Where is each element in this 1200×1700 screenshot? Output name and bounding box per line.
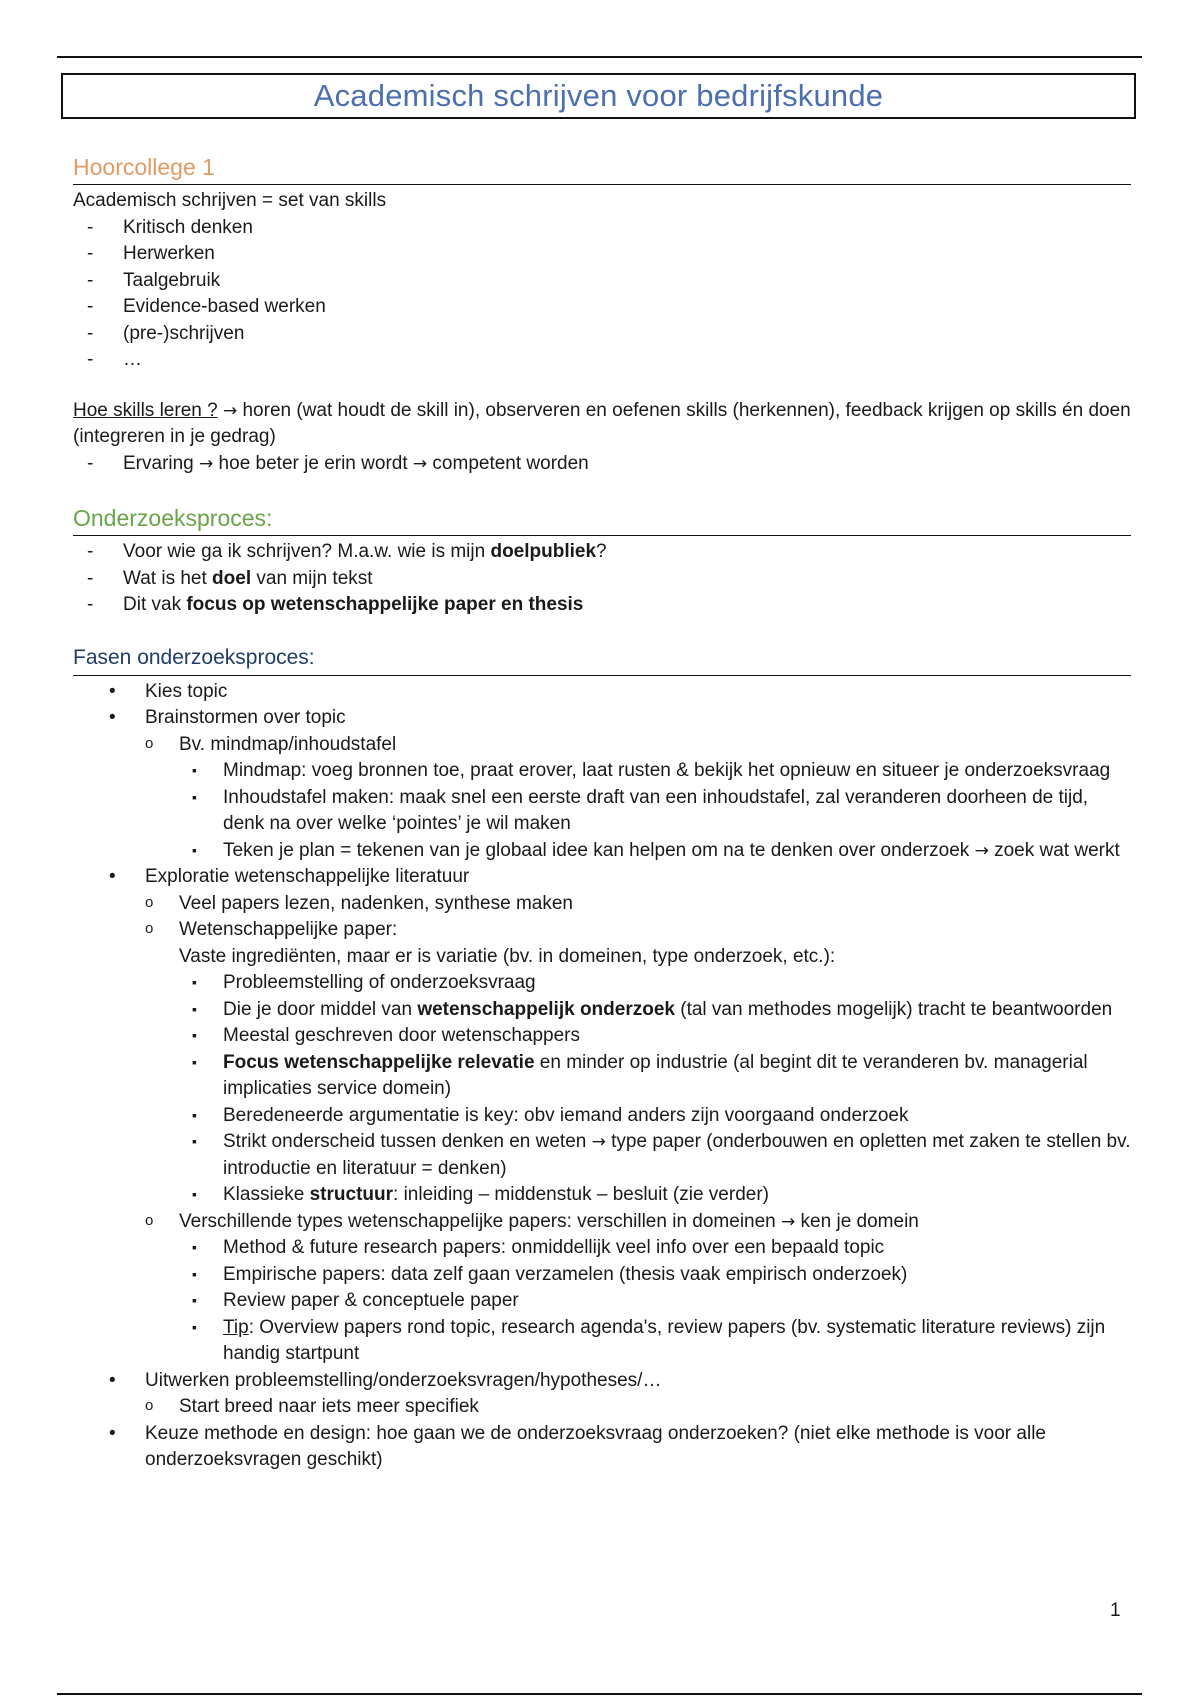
list-item: ▪ Beredeneerde argumentatie is key: obv iemand anders zijn voorgaand onderzoek bbox=[223, 1103, 1131, 1130]
list-item: o Bv. mindmap/inhoudstafel ▪ Mindmap: voeg bronnen toe, praat erover, laat rusten & bekijk het opnieuw en situeer je onderzoeksvraag ▪ Inhoudstafel maken: maak snel een eerste draft van een inhoudstafel, zal veranderen doorheen de tijd, denk na over welke ‘pointes’ je wil maken ▪ Teken je plan = tekenen van je globaal idee kan helpen om na te denken over onderzoek → zoek wat werkt bbox=[179, 732, 1131, 865]
arrow-right-icon: → bbox=[412, 453, 428, 474]
list-item: ▪ Teken je plan = tekenen van je globaal idee kan helpen om na te denken over onderzoek → zoek wat werkt bbox=[223, 838, 1131, 865]
arrow-right-icon: → bbox=[974, 840, 989, 861]
list-item: • Exploratie wetenschappelijke literatuur o Veel papers lezen, nadenken, synthese maken o Wetenschappelijke paper: Vaste ingrediënten, maar er is variatie (bv. in domeinen, type onderzoek, etc.): ▪ Probleemstelling of onderzoeksvraag ▪ Die je door middel van wetenschappelijk onderzoek (tal van methodes mogelijk) tracht te beantwoorden ▪ Meestal geschreven door wetenschappers ▪ Focus wetenschappelijke relevatie en minder op industrie (al begint dit te veranderen bv. managerial implicaties service domein) ▪ Beredeneerde argumentatie is key: obv iemand anders zijn voorgaand onderzoek ▪ Strikt onderscheid tussen denken en weten → type paper (onderbouwen en opletten met zaken te stellen bv. introductie en literatuur = denken) ▪ Klassieke structuur: inleiding – middenstuk – besluit (zie verder) o Verschillende types wetenschappelijke papers: verschillen in domeinen → ken je domein ▪ Method & future research papers: onmiddellijk veel info over een bepaald topic ▪ Empirische papers: data zelf gaan verzamelen (thesis vaak empirisch onderzoek) ▪ Review paper & conceptuele paper ▪ Tip: Overview papers rond topic, research agenda's, review papers (bv. systematic literature reviews) zijn handig startpunt bbox=[145, 864, 1131, 1368]
onderzoeksproces-list bbox=[73, 539, 1131, 619]
list-item: • Brainstormen over topic o Bv. mindmap/inhoudstafel ▪ Mindmap: voeg bronnen toe, praat erover, laat rusten & bekijk het opnieuw en situeer je onderzoeksvraag ▪ Inhoudstafel maken: maak snel een eerste draft van een inhoudstafel, zal veranderen doorheen de tijd, denk na over welke ‘pointes’ je wil maken ▪ Teken je plan = tekenen van je globaal idee kan helpen om na te denken over onderzoek → zoek wat werkt bbox=[145, 705, 1131, 864]
page-content bbox=[73, 152, 1131, 1474]
footer-rule bbox=[57, 1693, 1142, 1695]
how-skills-paragraph bbox=[73, 398, 1131, 451]
list-item: - Voor wie ga ik schrijven? M.a.w. wie is mijn doelpubliek? bbox=[73, 539, 1131, 566]
skills-list bbox=[73, 215, 1131, 374]
list-item: • Kies topic bbox=[145, 679, 1131, 706]
page-number: 1 bbox=[1110, 1600, 1121, 1621]
intro-line: Academisch schrijven = set van skills bbox=[73, 190, 387, 211]
list-item: ▪ Die je door middel van wetenschappelijk onderzoek (tal van methodes mogelijk) tracht te beantwoorden bbox=[223, 997, 1131, 1024]
list-item: - Evidence-based werken bbox=[73, 294, 1131, 321]
list-item: ▪ Method & future research papers: onmiddellijk veel info over een bepaald topic bbox=[223, 1235, 1131, 1262]
list-item: • Uitwerken probleemstelling/onderzoeksvragen/hypotheses/… o Start breed naar iets meer specifiek bbox=[145, 1368, 1131, 1421]
section-heading-onderzoeksproces: Onderzoeksproces: bbox=[73, 503, 1131, 536]
section-heading-hoorcollege: Hoorcollege 1 bbox=[73, 152, 1131, 185]
title-box bbox=[61, 73, 1136, 119]
arrow-right-icon: → bbox=[591, 1132, 606, 1152]
list-item: ▪ Tip: Overview papers rond topic, research agenda's, review papers (bv. systematic literature reviews) zijn handig startpunt bbox=[223, 1315, 1131, 1368]
list-item: - Ervaring → hoe beter je erin wordt → competent worden bbox=[73, 451, 1131, 478]
list-item: ▪ Focus wetenschappelijke relevatie en minder op industrie (al begint dit te veranderen bv. managerial implicaties service domein) bbox=[223, 1050, 1131, 1103]
experience-list bbox=[73, 451, 1131, 478]
list-item: o Wetenschappelijke paper: Vaste ingrediënten, maar er is variatie (bv. in domeinen, type onderzoek, etc.): ▪ Probleemstelling of onderzoeksvraag ▪ Die je door middel van wetenschappelijk onderzoek (tal van methodes mogelijk) tracht te beantwoorden ▪ Meestal geschreven door wetenschappers ▪ Focus wetenschappelijke relevatie en minder op industrie (al begint dit te veranderen bv. managerial implicaties service domein) ▪ Beredeneerde argumentatie is key: obv iemand anders zijn voorgaand onderzoek ▪ Strikt onderscheid tussen denken en weten → type paper (onderbouwen en opletten met zaken te stellen bv. introductie en literatuur = denken) ▪ Klassieke structuur: inleiding – middenstuk – besluit (zie verder) bbox=[179, 917, 1131, 1209]
list-item: o Veel papers lezen, nadenken, synthese maken bbox=[179, 891, 1131, 918]
list-item: - Herwerken bbox=[73, 241, 1131, 268]
list-item: ▪ Inhoudstafel maken: maak snel een eerste draft van een inhoudstafel, zal veranderen doorheen de tijd, denk na over welke ‘pointes’ je wil maken bbox=[223, 785, 1131, 838]
section-heading-fasen: Fasen onderzoeksproces: bbox=[73, 643, 1131, 676]
list-item: • Keuze methode en design: hoe gaan we de onderzoeksvraag onderzoeken? (niet elke methode is voor alle onderzoeksvragen geschikt) bbox=[145, 1421, 1131, 1474]
list-item: ▪ Klassieke structuur: inleiding – middenstuk – besluit (zie verder) bbox=[223, 1182, 1131, 1209]
header-rule bbox=[57, 56, 1142, 58]
list-item: ▪ Probleemstelling of onderzoeksvraag bbox=[223, 970, 1131, 997]
list-item: ▪ Strikt onderscheid tussen denken en weten → type paper (onderbouwen en opletten met zaken te stellen bv. introductie en literatuur = denken) bbox=[223, 1129, 1131, 1182]
arrow-right-icon: → bbox=[199, 453, 214, 474]
list-item: - Taalgebruik bbox=[73, 268, 1131, 295]
list-item: - Wat is het doel van mijn tekst bbox=[73, 566, 1131, 593]
fasen-list bbox=[73, 679, 1131, 1474]
list-item: - Dit vak focus op wetenschappelijke paper en thesis bbox=[73, 592, 1131, 619]
document-title: Academisch schrijven voor bedrijfskunde bbox=[313, 78, 884, 113]
how-skills-label: Hoe skills leren ? bbox=[73, 399, 218, 421]
list-item: ▪ Review paper & conceptuele paper bbox=[223, 1288, 1131, 1315]
list-item: - (pre-)schrijven bbox=[73, 321, 1131, 348]
list-item: ▪ Empirische papers: data zelf gaan verzamelen (thesis vaak empirisch onderzoek) bbox=[223, 1262, 1131, 1289]
arrow-right-icon: → bbox=[781, 1211, 796, 1232]
list-item: ▪ Mindmap: voeg bronnen toe, praat erover, laat rusten & bekijk het opnieuw en situeer je onderzoeksvraag bbox=[223, 758, 1131, 785]
arrow-right-icon: → bbox=[222, 400, 238, 421]
how-skills-text: horen (wat houdt de skill in), observeren en oefenen skills (herkennen), feedback krijgen op skills én doen (integreren in je gedrag) bbox=[73, 399, 1131, 447]
list-item: ▪ Meestal geschreven door wetenschappers bbox=[223, 1023, 1131, 1050]
list-item: o Verschillende types wetenschappelijke papers: verschillen in domeinen → ken je domein ▪ Method & future research papers: onmiddellijk veel info over een bepaald topic ▪ Empirische papers: data zelf gaan verzamelen (thesis vaak empirisch onderzoek) ▪ Review paper & conceptuele paper ▪ Tip: Overview papers rond topic, research agenda's, review papers (bv. systematic literature reviews) zijn handig startpunt bbox=[179, 1209, 1131, 1368]
list-item: - … bbox=[73, 347, 1131, 374]
list-item: o Start breed naar iets meer specifiek bbox=[179, 1394, 1131, 1421]
list-item: - Kritisch denken bbox=[73, 215, 1131, 242]
